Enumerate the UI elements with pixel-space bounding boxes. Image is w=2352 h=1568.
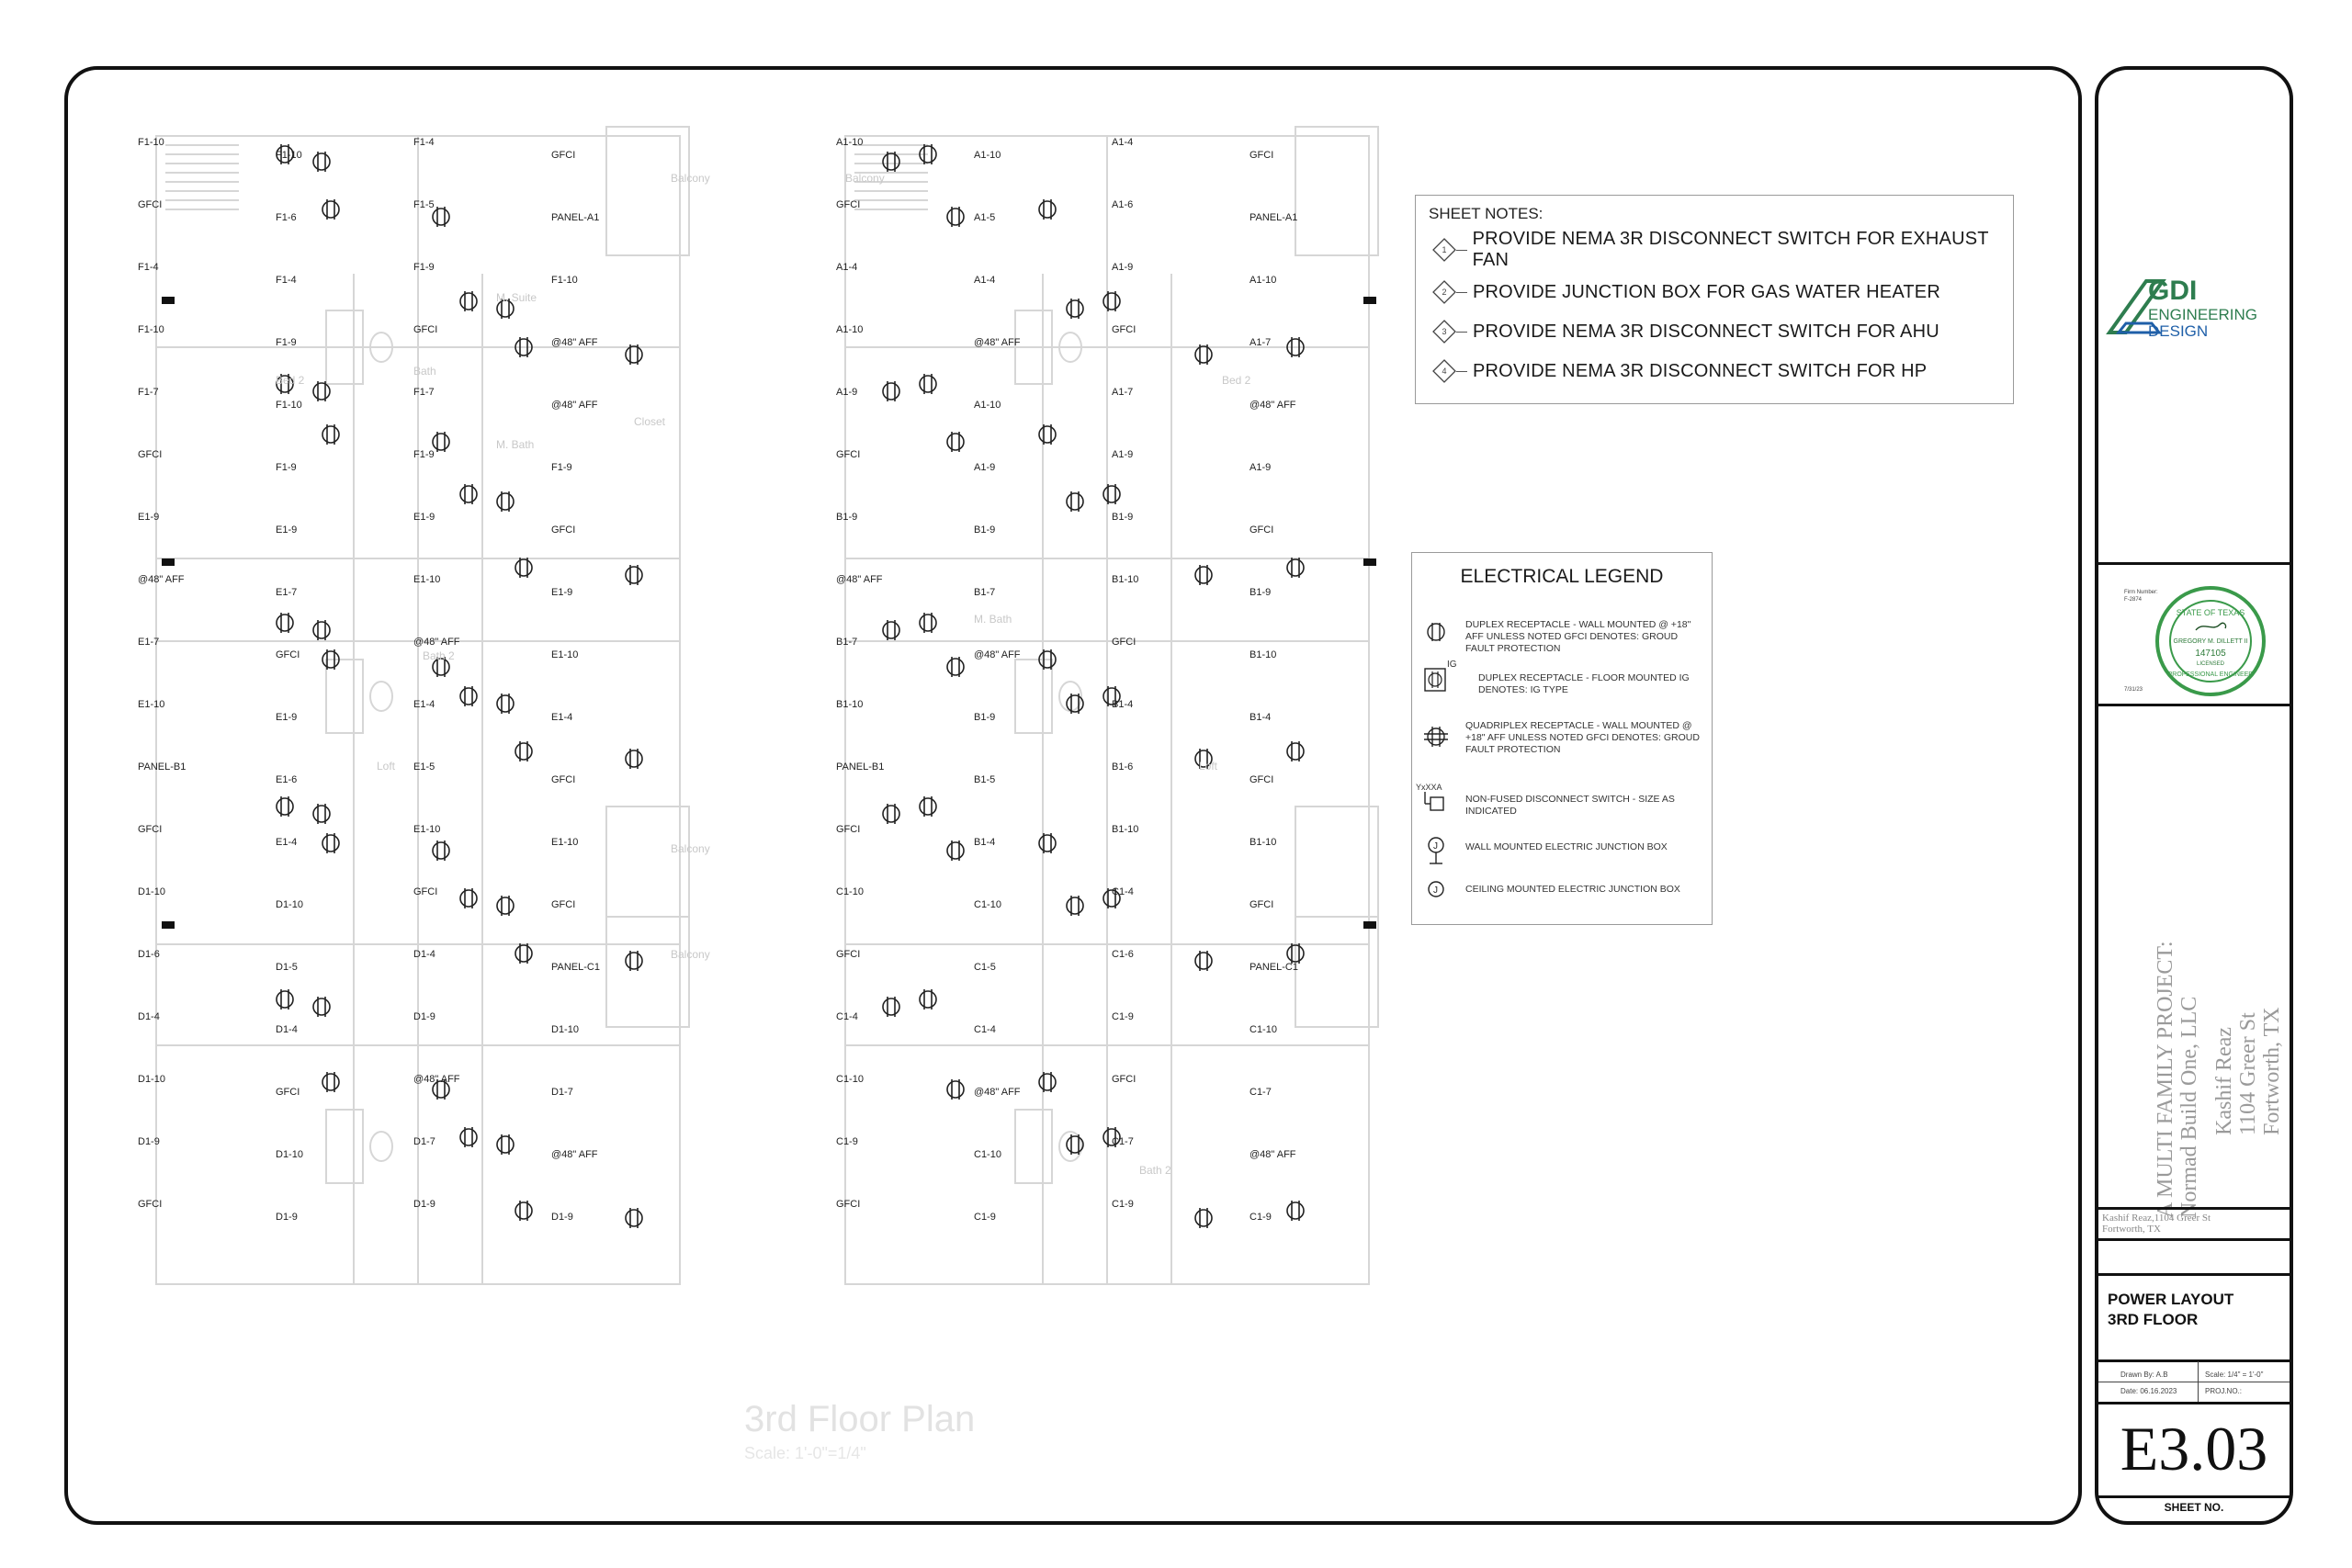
circuit-label: A1-9 — [1112, 262, 1134, 273]
circuit-label: D1-7 — [413, 1136, 435, 1147]
circuit-label: E1-4 — [413, 699, 435, 710]
panel-icon — [162, 297, 175, 304]
plan-fixture — [370, 1132, 392, 1161]
duplex-receptacle-icon — [313, 804, 330, 824]
circuit-label: D1-10 — [138, 1074, 165, 1085]
circuit-label: GFCI — [138, 1199, 163, 1210]
circuit-label: A1-7 — [1250, 337, 1272, 348]
circuit-label: B1-4 — [974, 837, 996, 848]
circuit-label: @48" AFF — [551, 337, 598, 348]
circuit-label: C1-9 — [836, 1136, 858, 1147]
circuit-label: D1-9 — [276, 1212, 298, 1223]
svg-text:147105: 147105 — [2195, 649, 2226, 659]
circuit-label: A1-9 — [1112, 449, 1134, 460]
circuit-label: B1-9 — [836, 512, 858, 523]
circuit-label: F1-4 — [413, 137, 435, 148]
duplex-receptacle-icon — [1067, 896, 1083, 916]
circuit-label: B1-6 — [1112, 761, 1134, 773]
plan-balcony — [606, 807, 689, 917]
circuit-label: C1-10 — [974, 899, 1001, 910]
duplex-receptacle-icon — [460, 291, 477, 311]
duplex-receptacle-icon — [460, 888, 477, 908]
duplex-receptacle-icon — [920, 613, 936, 633]
circuit-label: D1-9 — [551, 1212, 573, 1223]
circuit-label: A1-9 — [974, 462, 996, 473]
circuit-label: C1-9 — [974, 1212, 996, 1223]
circuit-label: C1-7 — [1250, 1087, 1272, 1098]
plan-fixture — [1015, 660, 1052, 733]
svg-text:J: J — [1433, 841, 1438, 852]
legend-symbol-label: YxXXA — [1416, 783, 1442, 792]
circuit-label: D1-9 — [413, 1011, 435, 1022]
room-label-group — [276, 172, 1251, 1177]
room-label: Balcony — [671, 842, 710, 855]
circuit-label: A1-10 — [974, 400, 1001, 411]
duplex-receptacle-icon — [322, 1072, 339, 1092]
quadriplex-receptacle-icon — [1419, 718, 1456, 755]
circuit-label: F1-10 — [138, 137, 164, 148]
duplex-receptacle-icon — [920, 989, 936, 1010]
project-number: PROJ.NO.: — [2205, 1387, 2243, 1395]
duplex-receptacle-icon — [515, 558, 532, 578]
circuit-label: @48" AFF — [974, 337, 1021, 348]
duplex-receptacle-icon — [322, 424, 339, 445]
note-diamond-icon: 1 — [1432, 238, 1456, 262]
circuit-label: D1-10 — [551, 1024, 579, 1035]
circuit-label: PANEL-B1 — [836, 761, 885, 773]
circuit-label: B1-7 — [974, 587, 996, 598]
circuit-label: @48" AFF — [413, 637, 460, 648]
circuit-label: C1-10 — [974, 1149, 1001, 1160]
title-block — [2095, 66, 2293, 1525]
circuit-label: A1-10 — [836, 324, 864, 335]
circuit-label: @48" AFF — [1250, 1149, 1296, 1160]
room-label: M. Bath — [496, 438, 535, 451]
circuit-label: B1-10 — [1112, 574, 1139, 585]
engineer-seal — [2154, 584, 2267, 698]
plan-fixture — [1015, 1110, 1052, 1183]
circuit-label: A1-6 — [1112, 199, 1134, 210]
circuit-label: C1-10 — [836, 886, 864, 897]
duplex-receptacle-icon — [1287, 1201, 1304, 1221]
circuit-label: E1-10 — [551, 649, 579, 660]
circuit-label: C1-7 — [1112, 1136, 1134, 1147]
duplex-receptacle-icon — [947, 840, 964, 861]
duplex-receptacle-icon — [1039, 833, 1056, 853]
circuit-label: D1-6 — [138, 949, 160, 960]
circuit-label: D1-10 — [276, 899, 303, 910]
sheet-note-text: PROVIDE NEMA 3R DISCONNECT SWITCH FOR AHU — [1473, 321, 1939, 342]
circuit-label: C1-5 — [974, 962, 996, 973]
circuit-label: PANEL-A1 — [1250, 212, 1298, 223]
circuit-label: B1-9 — [1112, 512, 1134, 523]
duplex-receptacle-icon — [1419, 614, 1456, 650]
circuit-label: @48" AFF — [974, 1087, 1021, 1098]
plan-fixture — [326, 1110, 363, 1183]
logo-text-engineering: ENGINEERING — [2148, 306, 2258, 323]
duplex-receptacle-icon — [947, 432, 964, 452]
circuit-label: B1-4 — [1112, 699, 1134, 710]
duplex-receptacle-icon — [497, 491, 514, 512]
circuit-label: E1-9 — [276, 712, 298, 723]
circuit-label: F1-9 — [276, 337, 297, 348]
circuit-label: B1-9 — [974, 712, 996, 723]
duplex-receptacle-icon — [883, 620, 899, 640]
circuit-label: E1-10 — [413, 824, 441, 835]
circuit-label: B1-9 — [974, 525, 996, 536]
circuit-label: GFCI — [1112, 637, 1136, 648]
sheet-title: POWER LAYOUT 3RD FLOOR — [2108, 1291, 2234, 1328]
duplex-receptacle-icon — [1039, 199, 1056, 220]
gdi-logo — [2104, 263, 2288, 355]
circuit-label-group — [138, 137, 1298, 1223]
panel-icon — [1363, 558, 1376, 566]
room-label: Balcony — [671, 948, 710, 961]
drawing-date: Date: 06.16.2023 — [2120, 1387, 2177, 1395]
room-label: Bath — [413, 365, 436, 378]
duplex-receptacle-icon — [1103, 291, 1120, 311]
circuit-label: GFCI — [138, 199, 163, 210]
circuit-label: F1-9 — [413, 449, 435, 460]
plan-balcony — [1295, 127, 1378, 255]
room-label: Bath 2 — [1139, 1164, 1171, 1177]
duplex-receptacle-icon — [497, 694, 514, 714]
circuit-label: C1-9 — [1112, 1011, 1134, 1022]
circuit-label: GFCI — [1250, 899, 1274, 910]
sheet-note-text: PROVIDE NEMA 3R DISCONNECT SWITCH FOR HP — [1473, 360, 1928, 381]
duplex-receptacle-icon — [1287, 558, 1304, 578]
duplex-receptacle-icon — [322, 199, 339, 220]
circuit-label: F1-10 — [276, 150, 302, 161]
circuit-label: @48" AFF — [413, 1074, 460, 1085]
room-label: M. Bath — [974, 613, 1012, 626]
circuit-label: PANEL-A1 — [551, 212, 600, 223]
circuit-label: C1-4 — [974, 1024, 996, 1035]
duplex-receptacle-icon — [515, 1201, 532, 1221]
svg-text:PROFESSIONAL ENGINEER: PROFESSIONAL ENGINEER — [2167, 671, 2254, 678]
panel-icon — [1363, 297, 1376, 304]
circuit-label: GFCI — [836, 199, 861, 210]
owner-info: Kashif Reaz 1104 Greer St Fortworth, TX — [2212, 1007, 2284, 1135]
circuit-label: A1-10 — [836, 137, 864, 148]
circuit-label: B1-10 — [1250, 649, 1277, 660]
duplex-receptacle-icon — [313, 152, 330, 172]
circuit-label: D1-4 — [276, 1024, 298, 1035]
duplex-receptacle-icon — [1195, 951, 1212, 971]
room-label: Closet — [634, 415, 666, 428]
circuit-label: D1-4 — [413, 949, 435, 960]
circuit-label: A1-9 — [1250, 462, 1272, 473]
circuit-label: E1-10 — [138, 699, 165, 710]
circuit-label: F1-5 — [413, 199, 435, 210]
duplex-receptacle-icon — [313, 997, 330, 1017]
circuit-label: @48" AFF — [974, 649, 1021, 660]
plan-balcony — [1295, 917, 1378, 1027]
circuit-label: A1-4 — [836, 262, 858, 273]
circuit-label: GFCI — [1250, 774, 1274, 785]
sheet-note-text: PROVIDE JUNCTION BOX FOR GAS WATER HEATER — [1473, 281, 1940, 302]
firm-number: F-2874 — [2124, 597, 2143, 603]
duplex-receptacle-icon — [920, 796, 936, 817]
circuit-label: @48" AFF — [551, 1149, 598, 1160]
duplex-receptacle-icon — [883, 381, 899, 401]
circuit-label: E1-9 — [413, 512, 435, 523]
plan-walls — [156, 127, 1378, 1284]
duplex-receptacle-icon — [433, 840, 449, 861]
circuit-label: GFCI — [836, 949, 861, 960]
duplex-receptacle-icon — [460, 1127, 477, 1147]
firm-number-label: Firm Number: — [2124, 590, 2158, 595]
circuit-label: E1-10 — [551, 837, 579, 848]
duplex-receptacle-icon — [433, 432, 449, 452]
duplex-receptacle-icon — [322, 833, 339, 853]
circuit-label: A1-10 — [1250, 275, 1277, 286]
duplex-receptacle-icon — [313, 620, 330, 640]
duplex-receptacle-icon — [1067, 299, 1083, 319]
svg-text:GREGORY M. DILLETT II: GREGORY M. DILLETT II — [2173, 638, 2248, 645]
room-label: Balcony — [845, 172, 885, 185]
circuit-label: F1-9 — [413, 262, 435, 273]
circuit-label: GFCI — [276, 1087, 300, 1098]
duplex-receptacle-icon — [497, 1134, 514, 1155]
circuit-label: F1-4 — [138, 262, 159, 273]
sheet-notes-title: SHEET NOTES: — [1429, 205, 1544, 222]
circuit-label: C1-4 — [1112, 886, 1134, 897]
circuit-label: @48" AFF — [551, 400, 598, 411]
circuit-label: GFCI — [1250, 525, 1274, 536]
circuit-label: PANEL-B1 — [138, 761, 187, 773]
circuit-label: @48" AFF — [1250, 400, 1296, 411]
circuit-label: GFCI — [138, 449, 163, 460]
electrical-legend: ELECTRICAL LEGEND DUPLEX RECEPTACLE - WALL MOUNTED @ +18" AFF UNLESS NOTED GFCI DENOTES: GROUD FAULT PROTECTION IG DUPLEX RECEPTACLE - FLOOR MOUNTED IG DENOTES: IG TYPE QUADRIPLEX RECEPTACLE - WALL MOUNTED @ +18" AFF UNLESS NOTED GFCI DENOTES: GROUD FAULT PROTECTION YxXXA NON-FUSED DISCONNECT SWITCH - SIZE AS INDICATED J WALL MOUNTED ELECTRIC JUNCTION BOX J CEILING MOUNTED ELECTRIC JUNCTION BOX — [1411, 552, 1713, 925]
circuit-label: B1-10 — [1250, 837, 1277, 848]
circuit-label: C1-4 — [836, 1011, 858, 1022]
duplex-receptacle-icon — [277, 989, 293, 1010]
circuit-label: F1-10 — [551, 275, 578, 286]
duplex-receptacle-icon — [277, 796, 293, 817]
circuit-label: A1-10 — [974, 150, 1001, 161]
circuit-label: GFCI — [551, 525, 576, 536]
circuit-label: F1-9 — [276, 462, 297, 473]
circuit-label: C1-10 — [836, 1074, 864, 1085]
floor-plan — [119, 108, 1424, 1468]
duplex-receptacle-icon — [626, 1208, 642, 1228]
duplex-receptacle-icon — [1195, 565, 1212, 585]
panel-icon — [1363, 921, 1376, 929]
circuit-label: E1-4 — [551, 712, 573, 723]
circuit-label: D1-9 — [138, 1136, 160, 1147]
circuit-label: A1-4 — [974, 275, 996, 286]
room-label: Loft — [377, 760, 396, 773]
circuit-label: B1-9 — [1250, 587, 1272, 598]
circuit-label: B1-10 — [1112, 824, 1139, 835]
duplex-receptacle-icon — [626, 749, 642, 769]
circuit-label: E1-7 — [138, 637, 160, 648]
circuit-label: E1-7 — [276, 587, 298, 598]
duplex-receptacle-icon — [626, 565, 642, 585]
receptacle-symbols — [162, 144, 1376, 1228]
svg-text:STATE OF TEXAS: STATE OF TEXAS — [2176, 608, 2245, 617]
circuit-label: A1-9 — [836, 387, 858, 398]
circuit-label: GFCI — [551, 774, 576, 785]
duplex-receptacle-icon — [460, 484, 477, 504]
circuit-label: D1-10 — [138, 886, 165, 897]
plan-balcony — [606, 127, 689, 255]
room-label: Bed 2 — [1222, 374, 1251, 387]
duplex-receptacle-icon — [883, 804, 899, 824]
sheet-no-label: SHEET NO. — [2164, 1501, 2224, 1514]
panel-icon — [162, 558, 175, 566]
circuit-label: D1-7 — [551, 1087, 573, 1098]
duplex-receptacle-icon — [947, 1079, 964, 1100]
circuit-label: E1-6 — [276, 774, 298, 785]
circuit-label: C1-10 — [1250, 1024, 1277, 1035]
duplex-receptacle-icon — [1195, 1208, 1212, 1228]
circuit-label: E1-9 — [138, 512, 160, 523]
note-diamond-icon: 3 — [1432, 320, 1456, 344]
circuit-label: F1-4 — [276, 275, 297, 286]
duplex-receptacle-icon — [1103, 484, 1120, 504]
drawing-scale: Scale: 1/4" = 1'-0" — [2205, 1371, 2264, 1379]
seal-date: 7/31/23 — [2124, 687, 2143, 693]
circuit-label: GFCI — [276, 649, 300, 660]
plan-fixture — [370, 682, 392, 711]
circuit-label: GFCI — [836, 1199, 861, 1210]
sheet-note-2 — [1432, 278, 1940, 306]
circuit-label: B1-5 — [974, 774, 996, 785]
duplex-receptacle-icon — [460, 686, 477, 706]
circuit-label: E1-4 — [276, 837, 298, 848]
project-name: A MULTI FAMILY PROJECT: Normad Build One, LLC — [2154, 941, 2201, 1218]
circuit-label: C1-6 — [1112, 949, 1134, 960]
ceiling-junction-box-icon — [1419, 871, 1456, 908]
svg-text:LICENSED: LICENSED — [2196, 661, 2225, 667]
duplex-receptacle-icon — [1287, 741, 1304, 761]
circuit-label: E1-5 — [413, 761, 435, 773]
circuit-label: GFCI — [413, 324, 438, 335]
circuit-label: GFCI — [836, 824, 861, 835]
legend-symbol-label: IG — [1447, 660, 1457, 670]
circuit-label: D1-4 — [138, 1011, 160, 1022]
circuit-label: F1-7 — [413, 387, 435, 398]
room-label: M. Suite — [496, 291, 537, 304]
duplex-receptacle-icon — [277, 613, 293, 633]
room-label: Bed 2 — [276, 374, 305, 387]
sheet-notes — [1415, 195, 2014, 404]
duplex-receptacle-icon — [515, 943, 532, 964]
duplex-receptacle-icon — [883, 997, 899, 1017]
circuit-label: PANEL-C1 — [551, 962, 600, 973]
panel-icon — [162, 921, 175, 929]
circuit-label: D1-9 — [413, 1199, 435, 1210]
plan-fixture — [326, 660, 363, 733]
circuit-label: B1-7 — [836, 637, 858, 648]
circuit-label: A1-5 — [974, 212, 996, 223]
circuit-label: F1-10 — [276, 400, 302, 411]
legend-title: ELECTRICAL LEGEND — [1460, 566, 1664, 587]
plan-balcony — [606, 917, 689, 1027]
circuit-label: A1-4 — [1112, 137, 1134, 148]
circuit-label: E1-9 — [276, 525, 298, 536]
duplex-receptacle-icon — [626, 951, 642, 971]
note-diamond-icon: 4 — [1432, 359, 1456, 383]
circuit-label: GFCI — [551, 899, 576, 910]
sheet-note-4 — [1432, 357, 1927, 385]
circuit-label: GFCI — [413, 886, 438, 897]
circuit-label: PANEL-C1 — [1250, 962, 1298, 973]
duplex-receptacle-icon — [947, 207, 964, 227]
circuit-label: A1-7 — [1112, 387, 1134, 398]
room-label: Loft — [1199, 760, 1218, 773]
duplex-receptacle-icon — [515, 741, 532, 761]
circuit-label: D1-5 — [276, 962, 298, 973]
drawn-by: Drawn By: A.B — [2120, 1371, 2168, 1379]
plan-scale: Scale: 1'-0"=1/4" — [744, 1444, 866, 1462]
duplex-receptacle-icon — [1039, 424, 1056, 445]
duplex-receptacle-icon — [1067, 491, 1083, 512]
circuit-label: @48" AFF — [836, 574, 883, 585]
duplex-receptacle-icon — [947, 657, 964, 677]
sheet-note-text: PROVIDE NEMA 3R DISCONNECT SWITCH FOR EXHAUST FAN — [1472, 229, 1989, 270]
circuit-label: F1-7 — [138, 387, 159, 398]
circuit-label: C1-9 — [1250, 1212, 1272, 1223]
circuit-label: F1-10 — [138, 324, 164, 335]
sheet-note-1 — [1432, 229, 2013, 270]
circuit-label: F1-9 — [551, 462, 572, 473]
circuit-label: GFCI — [1250, 150, 1274, 161]
circuit-label: C1-9 — [1112, 1199, 1134, 1210]
circuit-label: GFCI — [138, 824, 163, 835]
note-diamond-icon: 2 — [1432, 280, 1456, 304]
circuit-label: D1-10 — [276, 1149, 303, 1160]
circuit-label: F1-6 — [276, 212, 297, 223]
logo-text-design: DESIGN — [2148, 322, 2209, 340]
duplex-receptacle-icon — [433, 207, 449, 227]
logo-text-gdi: GDI — [2148, 276, 2198, 306]
plan-title: 3rd Floor Plan — [744, 1399, 976, 1439]
sheet-number: E3.03 — [2120, 1414, 2268, 1483]
duplex-receptacle-icon — [1039, 1072, 1056, 1092]
circuit-label: B1-10 — [836, 699, 864, 710]
plan-balcony — [1295, 807, 1378, 917]
circuit-label: GFCI — [1112, 324, 1136, 335]
room-label: Balcony — [671, 172, 710, 185]
room-label: Bath 2 — [423, 649, 455, 662]
circuit-label: GFCI — [551, 150, 576, 161]
wall-junction-box-icon — [1419, 832, 1456, 869]
svg-text:J: J — [1433, 886, 1438, 896]
circuit-label: GFCI — [1112, 1074, 1136, 1085]
circuit-label: E1-10 — [413, 574, 441, 585]
circuit-label: @48" AFF — [138, 574, 185, 585]
circuit-label: B1-4 — [1250, 712, 1272, 723]
duplex-receptacle-icon — [497, 896, 514, 916]
sheet-note-3 — [1432, 318, 1939, 345]
address-block: Kashif Reaz,1104 Greer St Fortworth, TX — [2102, 1213, 2211, 1235]
circuit-label: GFCI — [836, 449, 861, 460]
duplex-receptacle-icon — [920, 374, 936, 394]
circuit-label: E1-9 — [551, 587, 573, 598]
